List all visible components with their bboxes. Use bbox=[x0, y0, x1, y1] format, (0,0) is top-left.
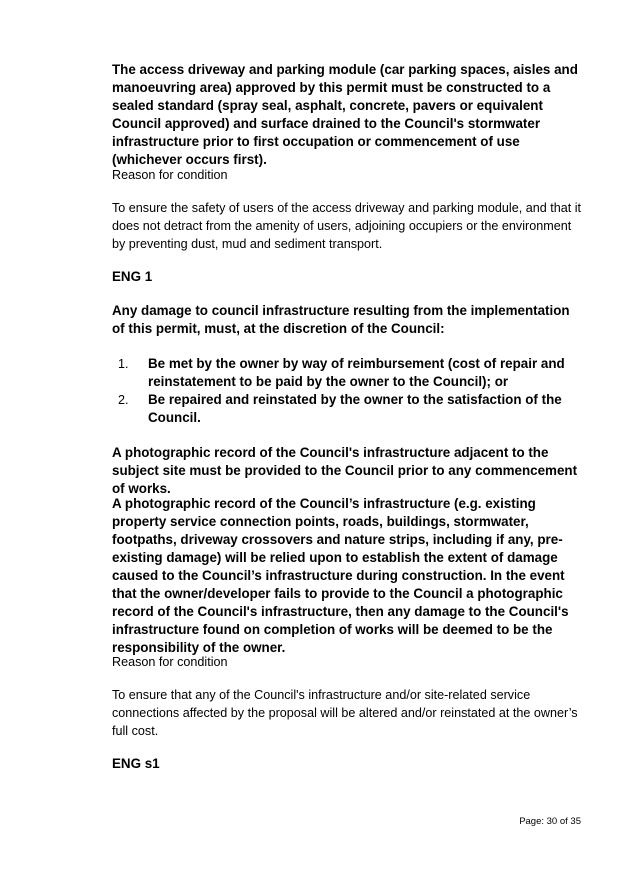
condition-paragraph-driveway: The access driveway and parking module (car parking spaces, aisles and manoeuvring area) approved by this permit must be constructed to a sealed standard (spray seal, asphalt, concrete, pavers or equivalent Council approved) and surface drained to the Council's stormwater infrastructure prior to first occupation or commencement of use (whichever occurs first). bbox=[112, 62, 578, 167]
reason-heading: Reason for condition bbox=[112, 655, 228, 669]
list-item-text: Be met by the owner by way of reimbursement (cost of repair and reinstatement to be paid by the owner to the Council); or bbox=[148, 356, 565, 389]
numbered-list bbox=[112, 355, 582, 427]
photographic-record-detail-paragraph: A photographic record of the Council’s infrastructure (e.g. existing property service connection points, roads, buildings, stormwater, footpaths, driveway crossovers and nature strips, including if any, pre-existing damage) will be relied upon to establish the extent of damage caused to the Council’s infrastructure during construction. In the event that the owner/developer fails to provide to the Council a photographic record of the Council's infrastructure, then any damage to the Council's infrastructure found on completion of works will be deemed to be the responsibility of the owner. bbox=[112, 496, 569, 655]
list-item bbox=[112, 391, 582, 427]
list-item-number: 1. bbox=[118, 357, 129, 371]
photographic-record-paragraph: A photographic record of the Council's infrastructure adjacent to the subject site must be provided to the Council prior to any commencement of works. bbox=[112, 445, 578, 496]
eng1-intro-paragraph: Any damage to council infrastructure resulting from the implementation of this permit, must, at the discretion of the Council: bbox=[112, 303, 570, 336]
reason-text: To ensure the safety of users of the access driveway and parking module, and that it does not detract from the amenity of users, adjoining occupiers or the environment by preventing dust, mud and sediment transport. bbox=[112, 201, 582, 251]
list-item-text: Be repaired and reinstated by the owner to the satisfaction of the Council. bbox=[148, 392, 562, 425]
list-item bbox=[112, 355, 582, 391]
reason-text: To ensure that any of the Council's infrastructure and/or site-related service connections affected by the proposal will be altered and/or reinstated at the owner’s full cost. bbox=[112, 688, 578, 738]
list-item-number: 2. bbox=[118, 393, 129, 407]
section-heading-eng1: ENG 1 bbox=[112, 269, 153, 284]
reason-heading: Reason for condition bbox=[112, 168, 228, 182]
section-heading-engs1: ENG s1 bbox=[112, 756, 160, 771]
page-number: Page: 30 of 35 bbox=[519, 816, 581, 827]
